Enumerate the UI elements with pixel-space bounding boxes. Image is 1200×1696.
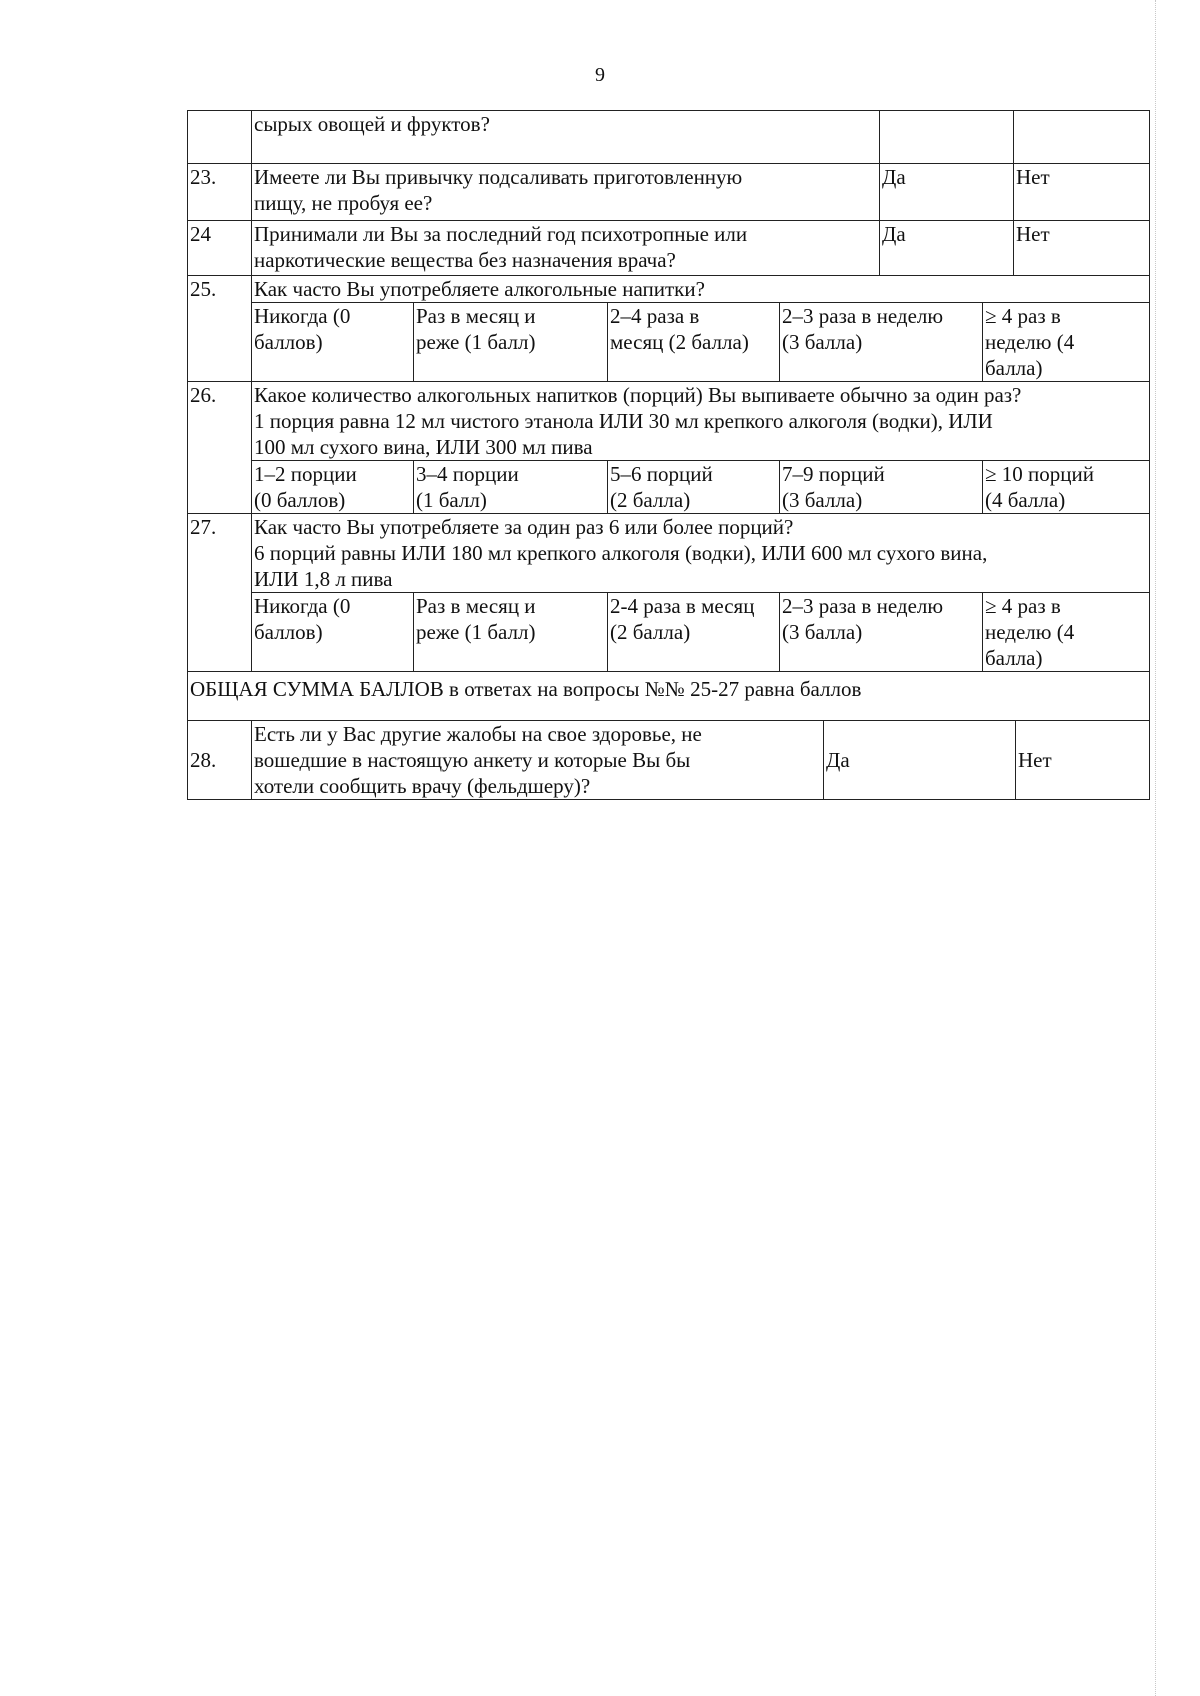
option-4-weekly[interactable]: ≥ 4 раз в неделю (4 балла): [985, 594, 1075, 670]
page-number: 9: [595, 64, 605, 86]
table-row-continuation: [188, 111, 1149, 163]
question-text: Принимали ли Вы за последний год психотропные или наркотические вещества без назначения врача?: [252, 221, 880, 275]
table-row-q25: [188, 275, 1149, 381]
answer-no[interactable]: Нет: [1013, 164, 1149, 220]
table-row-q27: [188, 513, 1149, 671]
answer-no[interactable]: Нет: [1013, 221, 1149, 275]
option-2-3-weekly[interactable]: 2–3 раза в неделю (3 балла): [780, 303, 983, 381]
question-text: Как часто Вы употребляете за один раз 6 или более порций? 6 порций равны ИЛИ 180 мл крепкого алкоголя (водки), ИЛИ 600 мл сухого вина, ИЛИ 1,8 л пива: [254, 515, 988, 591]
option-monthly[interactable]: Раз в месяц и реже (1 балл): [414, 593, 608, 671]
questionnaire-table: [187, 110, 1150, 800]
question-text: Есть ли у Вас другие жалобы на свое здоровье, не вошедшие в настоящую анкету и которые Вы бы хотели сообщить врачу (фельдшеру)?: [252, 721, 824, 799]
table-row-q24: [188, 220, 1149, 275]
table-row-q23: [188, 163, 1149, 220]
row-number: [188, 111, 252, 163]
option-1-2-portions[interactable]: 1–2 порции (0 баллов): [252, 461, 414, 513]
answer-options: [252, 302, 1149, 381]
answer-yes[interactable]: [880, 111, 1013, 163]
table-row-q26: [188, 381, 1149, 513]
option-monthly[interactable]: Раз в месяц и реже (1 балл): [414, 303, 608, 381]
answer-yes[interactable]: Да: [882, 165, 906, 189]
answer-options: [252, 460, 1149, 513]
question-text: Как часто Вы употребляете алкогольные напитки?: [254, 277, 705, 301]
row-number: 24: [188, 221, 252, 275]
option-5-6-portions[interactable]: 5–6 порций (2 балла): [608, 461, 780, 513]
question-text: сырых овощей и фруктов?: [252, 111, 880, 163]
row-number: 28.: [188, 721, 252, 799]
answer-yes[interactable]: Да: [882, 222, 906, 246]
answer-no[interactable]: [1013, 111, 1149, 163]
table-row-q28: [188, 720, 1149, 799]
scan-edge-mark: [1155, 0, 1156, 1696]
option-never[interactable]: Никогда (0 баллов): [252, 593, 414, 671]
row-number: 27.: [188, 514, 252, 671]
option-2-4-monthly[interactable]: 2-4 раза в месяц (2 балла): [608, 593, 780, 671]
total-score-text: ОБЩАЯ СУММА БАЛЛОВ в ответах на вопросы №№ 25-27 равна баллов: [190, 677, 862, 701]
row-number: 23.: [188, 164, 252, 220]
option-4-weekly[interactable]: ≥ 4 раз в неделю (4 балла): [985, 304, 1075, 380]
row-number: 26.: [188, 382, 252, 513]
question-text: Какое количество алкогольных напитков (порций) Вы выпиваете обычно за один раз? 1 порция равна 12 мл чистого этанола ИЛИ 30 мл крепкого алкоголя (водки), ИЛИ 100 мл сухого вина, ИЛИ 300 мл пива: [254, 383, 1022, 459]
option-2-4-monthly[interactable]: 2–4 раза в месяц (2 балла): [608, 303, 780, 381]
option-10-portions[interactable]: ≥ 10 порций (4 балла): [985, 462, 1094, 512]
table-row-total: [188, 671, 1149, 720]
answer-yes[interactable]: Да: [826, 748, 850, 772]
answer-options: [252, 592, 1149, 671]
option-7-9-portions[interactable]: 7–9 порций (3 балла): [780, 461, 983, 513]
question-text: Имеете ли Вы привычку подсаливать приготовленную пищу, не пробуя ее?: [252, 164, 880, 220]
row-number: 25.: [188, 276, 252, 381]
option-never[interactable]: Никогда (0 баллов): [252, 303, 414, 381]
option-2-3-weekly[interactable]: 2–3 раза в неделю (3 балла): [780, 593, 983, 671]
answer-no[interactable]: Нет: [1015, 721, 1149, 799]
option-3-4-portions[interactable]: 3–4 порции (1 балл): [414, 461, 608, 513]
